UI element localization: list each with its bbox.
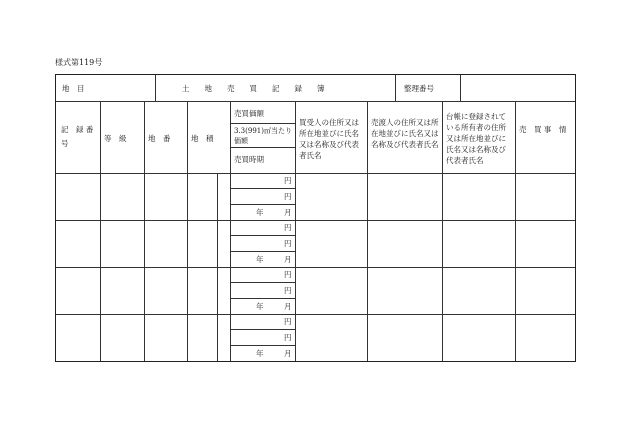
header-sale-date: 売買時期 xyxy=(234,155,264,164)
price-subrow-line xyxy=(230,204,295,205)
price-subrow-line xyxy=(230,188,295,189)
title-div-2 xyxy=(395,75,396,101)
sale-year-unit: 年 xyxy=(256,302,264,311)
sale-month-unit: 月 xyxy=(284,208,292,217)
row-divider xyxy=(56,267,575,268)
title-div-1 xyxy=(155,75,156,101)
price-line-1 xyxy=(230,123,295,124)
sale-year-unit: 年 xyxy=(256,208,264,217)
header-record-number: 記 録 番 号 xyxy=(61,125,101,148)
sale-month-unit: 月 xyxy=(284,255,292,264)
price-yen-unit: 円 xyxy=(284,270,292,279)
price-subrow-line xyxy=(230,235,295,236)
col-div-buyer xyxy=(367,101,368,361)
price-yen-unit: 円 xyxy=(284,317,292,326)
unit-price-yen-unit: 円 xyxy=(284,192,292,201)
unit-price-yen-unit: 円 xyxy=(284,239,292,248)
header-divider xyxy=(56,173,575,174)
header-area: 地 積 xyxy=(191,134,214,143)
header-registered-owner: 台帳に登録されている所有者の住所又は所在地並びに氏名又は名称及び代表者氏名 xyxy=(446,112,506,165)
title-div-3 xyxy=(460,75,461,101)
price-yen-unit: 円 xyxy=(284,223,292,232)
col-div-seller xyxy=(442,101,443,361)
serial-number-label: 整理番号 xyxy=(404,84,434,93)
header-sale-price: 売買価額 xyxy=(234,109,264,118)
row-divider xyxy=(56,220,575,221)
form-number: 様式第119号 xyxy=(55,58,103,67)
sale-month-unit: 月 xyxy=(284,302,292,311)
col-div-lot xyxy=(187,101,188,361)
col-div-grade xyxy=(144,101,145,361)
price-subrow-line xyxy=(230,282,295,283)
col-div-area xyxy=(230,101,231,361)
header-seller: 売渡人の住所又は所在地並びに氏名又は名称及び代表者氏名 xyxy=(371,118,439,149)
row-divider xyxy=(56,314,575,315)
area-subcolumn-line xyxy=(217,220,218,267)
ledger-title: 土 地 売 買 記 録 簿 xyxy=(182,84,325,93)
price-subrow-line xyxy=(230,251,295,252)
area-subcolumn-line xyxy=(217,267,218,314)
title-row-divider xyxy=(56,101,575,102)
header-sale-circumstances: 売 買 事 情 xyxy=(519,125,567,134)
sale-year-unit: 年 xyxy=(256,255,264,264)
header-buyer: 買受人の住所又は所在地並びに氏名又は名称及び代表者氏名 xyxy=(299,118,359,160)
header-grade: 等 級 xyxy=(104,134,127,143)
col-div-price xyxy=(295,101,296,361)
sale-month-unit: 月 xyxy=(284,349,292,358)
price-line-2 xyxy=(230,147,295,148)
price-yen-unit: 円 xyxy=(284,176,292,185)
area-subcolumn-line xyxy=(217,173,218,220)
price-subrow-line xyxy=(230,298,295,299)
col-div-owner xyxy=(515,101,516,361)
sale-year-unit: 年 xyxy=(256,349,264,358)
area-subcolumn-line xyxy=(217,314,218,361)
col-div-record xyxy=(100,101,101,361)
header-unit-price: 3.3(991)㎡当たり価額 xyxy=(234,127,292,145)
header-lot-number: 地 番 xyxy=(148,134,171,143)
land-type-label: 地 目 xyxy=(62,84,85,93)
land-sale-ledger-table xyxy=(55,74,576,362)
price-subrow-line xyxy=(230,329,295,330)
unit-price-yen-unit: 円 xyxy=(284,333,292,342)
price-subrow-line xyxy=(230,345,295,346)
unit-price-yen-unit: 円 xyxy=(284,286,292,295)
